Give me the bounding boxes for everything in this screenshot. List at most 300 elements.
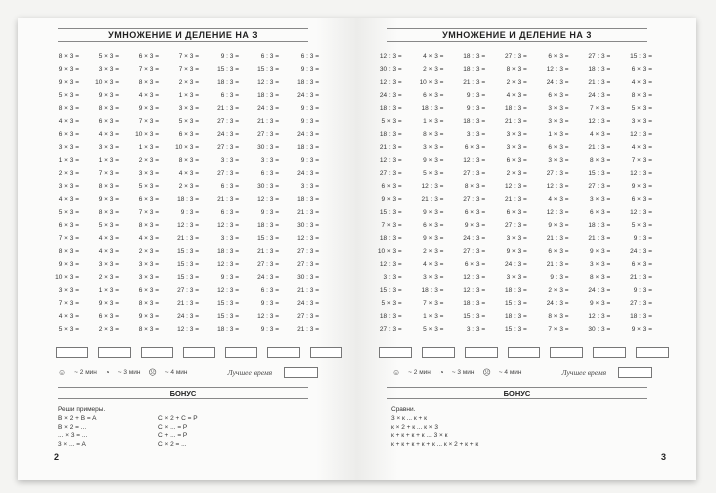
exercise-item[interactable]: 3 × 3 = bbox=[58, 183, 79, 190]
exercise-item[interactable]: 2 × 3 = bbox=[138, 248, 159, 255]
exercise-item[interactable]: 9 × 3 = bbox=[423, 235, 444, 242]
exercise-item[interactable]: 24 : 3 = bbox=[630, 248, 652, 255]
exercise-item[interactable]: 4 × 3 = bbox=[423, 53, 444, 60]
exercise-item[interactable]: 6 × 3 = bbox=[548, 53, 569, 60]
exercise-item[interactable]: 5 × 3 = bbox=[138, 183, 159, 190]
exercise-item[interactable]: 6 × 3 = bbox=[590, 209, 611, 216]
exercise-item[interactable]: 12 : 3 = bbox=[379, 53, 402, 60]
exercise-item[interactable]: 2 × 3 = bbox=[423, 66, 444, 73]
exercise-item[interactable]: 21 : 3 = bbox=[588, 144, 611, 151]
exercise-item[interactable]: 4 × 3 = bbox=[98, 248, 119, 255]
exercise-item[interactable]: 12 : 3 = bbox=[217, 287, 239, 294]
exercise-item[interactable]: 18 : 3 = bbox=[588, 66, 611, 73]
exercise-item[interactable]: 6 × 3 = bbox=[98, 313, 119, 320]
exercise-item[interactable]: 27 : 3 = bbox=[588, 53, 611, 60]
exercise-item[interactable]: 8 × 3 = bbox=[138, 79, 159, 86]
exercise-item[interactable]: 15 : 3 = bbox=[257, 66, 279, 73]
exercise-item[interactable]: 24 : 3 = bbox=[504, 261, 527, 268]
exercise-item[interactable]: 8 × 3 = bbox=[178, 157, 199, 164]
exercise-item[interactable]: 21 : 3 = bbox=[421, 196, 444, 203]
exercise-item[interactable]: 27 : 3 = bbox=[379, 170, 402, 177]
exercise-item[interactable]: 5 × 3 = bbox=[58, 209, 79, 216]
exercise-item[interactable]: 1 × 3 = bbox=[58, 157, 79, 164]
exercise-item[interactable]: 9 × 3 = bbox=[631, 183, 652, 190]
exercise-item[interactable]: 9 : 3 = bbox=[466, 105, 486, 112]
exercise-item[interactable]: 21 : 3 = bbox=[297, 209, 319, 216]
exercise-item[interactable]: 5 × 3 = bbox=[58, 92, 79, 99]
exercise-item[interactable]: 9 : 3 = bbox=[300, 66, 319, 73]
exercise-item[interactable]: 12 : 3 = bbox=[463, 157, 486, 164]
exercise-item[interactable]: 9 : 3 = bbox=[260, 300, 279, 307]
exercise-item[interactable]: 21 : 3 = bbox=[546, 261, 569, 268]
exercise-item[interactable]: 9 : 3 = bbox=[633, 235, 652, 242]
exercise-item[interactable]: 15 : 3 = bbox=[217, 300, 239, 307]
exercise-item[interactable]: 8 × 3 = bbox=[98, 105, 119, 112]
exercise-item[interactable]: 9 × 3 = bbox=[631, 326, 652, 333]
exercise-item[interactable]: 1 × 3 = bbox=[98, 157, 119, 164]
exercise-item[interactable]: 7 × 3 = bbox=[381, 222, 402, 229]
exercise-item[interactable]: 6 × 3 = bbox=[631, 196, 652, 203]
time-box[interactable] bbox=[98, 347, 130, 358]
exercise-item[interactable]: 2 × 3 = bbox=[548, 287, 569, 294]
exercise-item[interactable]: 9 : 3 = bbox=[466, 92, 486, 99]
exercise-item[interactable]: 24 : 3 = bbox=[297, 300, 319, 307]
exercise-item[interactable]: 7 × 3 = bbox=[178, 53, 199, 60]
exercise-item[interactable]: 27 : 3 = bbox=[504, 53, 527, 60]
exercise-item[interactable]: 6 × 3 = bbox=[138, 287, 159, 294]
exercise-item[interactable]: 2 × 3 = bbox=[423, 248, 444, 255]
exercise-item[interactable]: 6 : 3 = bbox=[260, 53, 279, 60]
exercise-item[interactable]: 24 : 3 = bbox=[297, 170, 319, 177]
exercise-item[interactable]: 30 : 3 = bbox=[588, 326, 611, 333]
exercise-item[interactable]: 18 : 3 = bbox=[630, 313, 652, 320]
exercise-item[interactable]: 18 : 3 = bbox=[504, 313, 527, 320]
exercise-item[interactable]: 12 : 3 = bbox=[463, 287, 486, 294]
exercise-item[interactable]: 5 × 3 = bbox=[98, 53, 119, 60]
exercise-item[interactable]: 3 : 3 = bbox=[260, 157, 279, 164]
exercise-item[interactable]: 6 : 3 = bbox=[260, 170, 279, 177]
exercise-item[interactable]: 1 × 3 = bbox=[98, 287, 119, 294]
exercise-item[interactable]: 6 × 3 = bbox=[464, 209, 486, 216]
exercise-item[interactable]: 21 : 3 = bbox=[217, 196, 239, 203]
exercise-item[interactable]: 21 : 3 = bbox=[630, 274, 652, 281]
exercise-item[interactable]: 18 : 3 = bbox=[588, 222, 611, 229]
exercise-item[interactable]: 21 : 3 = bbox=[504, 118, 527, 125]
exercise-item[interactable]: 27 : 3 = bbox=[379, 326, 402, 333]
exercise-item[interactable]: 12 : 3 = bbox=[546, 209, 569, 216]
exercise-item[interactable]: 24 : 3 = bbox=[257, 274, 279, 281]
exercise-item[interactable]: 9 × 3 = bbox=[98, 300, 119, 307]
exercise-item[interactable]: 3 × 3 = bbox=[98, 261, 119, 268]
exercise-item[interactable]: 18 : 3 = bbox=[463, 66, 486, 73]
exercise-item[interactable]: 6 × 3 = bbox=[381, 183, 402, 190]
exercise-item[interactable]: 3 × 3 = bbox=[506, 144, 527, 151]
exercise-item[interactable]: 12 : 3 = bbox=[546, 183, 569, 190]
exercise-item[interactable]: 10 × 3 = bbox=[377, 248, 402, 255]
exercise-item[interactable]: 15 : 3 = bbox=[463, 313, 486, 320]
exercise-item[interactable]: 3 × 3 = bbox=[98, 66, 119, 73]
time-box[interactable] bbox=[422, 347, 455, 358]
exercise-item[interactable]: 3 × 3 = bbox=[138, 261, 159, 268]
exercise-item[interactable]: 18 : 3 = bbox=[217, 326, 239, 333]
exercise-item[interactable]: 9 × 3 = bbox=[506, 248, 527, 255]
exercise-item[interactable]: 4 × 3 = bbox=[631, 144, 652, 151]
exercise-item[interactable]: 10 × 3 = bbox=[95, 79, 119, 86]
exercise-item[interactable]: 15 : 3 = bbox=[177, 261, 199, 268]
exercise-item[interactable]: 3 × 3 = bbox=[548, 118, 569, 125]
exercise-item[interactable]: 21 : 3 = bbox=[546, 235, 569, 242]
exercise-item[interactable]: 18 : 3 = bbox=[379, 235, 402, 242]
exercise-item[interactable]: 2 × 3 = bbox=[58, 170, 79, 177]
exercise-item[interactable]: 18 : 3 = bbox=[217, 248, 239, 255]
best-time-box[interactable] bbox=[618, 367, 652, 378]
exercise-item[interactable]: 21 : 3 = bbox=[297, 287, 319, 294]
exercise-item[interactable]: 6 × 3 = bbox=[548, 92, 569, 99]
exercise-item[interactable]: 6 × 3 = bbox=[58, 131, 79, 138]
exercise-item[interactable]: 12 : 3 = bbox=[257, 196, 279, 203]
exercise-item[interactable]: 24 : 3 = bbox=[463, 235, 486, 242]
exercise-item[interactable]: 7 × 3 = bbox=[590, 105, 611, 112]
exercise-item[interactable]: 27 : 3 = bbox=[177, 287, 199, 294]
exercise-item[interactable]: 8 × 3 = bbox=[464, 183, 486, 190]
time-box[interactable] bbox=[141, 347, 173, 358]
exercise-item[interactable]: 3 : 3 = bbox=[466, 131, 486, 138]
exercise-item[interactable]: 27 : 3 = bbox=[297, 313, 319, 320]
time-box[interactable] bbox=[550, 347, 583, 358]
exercise-item[interactable]: 10 × 3 = bbox=[135, 131, 159, 138]
exercise-item[interactable]: 7 × 3 = bbox=[98, 170, 119, 177]
exercise-item[interactable]: 15 : 3 = bbox=[504, 326, 527, 333]
exercise-item[interactable]: 10 × 3 = bbox=[175, 144, 199, 151]
exercise-item[interactable]: 18 : 3 = bbox=[379, 313, 402, 320]
exercise-item[interactable]: 12 : 3 = bbox=[463, 274, 486, 281]
exercise-item[interactable]: 2 × 3 = bbox=[98, 326, 119, 333]
exercise-item[interactable]: 27 : 3 = bbox=[257, 261, 279, 268]
exercise-item[interactable]: 4 × 3 = bbox=[58, 196, 79, 203]
exercise-item[interactable]: 7 × 3 = bbox=[423, 300, 444, 307]
exercise-item[interactable]: 30 : 3 = bbox=[257, 144, 279, 151]
exercise-item[interactable]: 3 × 3 = bbox=[58, 287, 79, 294]
exercise-item[interactable]: 24 : 3 = bbox=[177, 313, 199, 320]
exercise-item[interactable]: 9 × 3 = bbox=[58, 261, 79, 268]
exercise-item[interactable]: 6 : 3 = bbox=[220, 209, 239, 216]
exercise-item[interactable]: 1 × 3 = bbox=[423, 118, 444, 125]
exercise-item[interactable]: 3 : 3 = bbox=[383, 274, 402, 281]
time-box[interactable] bbox=[183, 347, 215, 358]
exercise-item[interactable]: 12 : 3 = bbox=[504, 183, 527, 190]
exercise-item[interactable]: 21 : 3 = bbox=[257, 248, 279, 255]
exercise-item[interactable]: 6 × 3 = bbox=[506, 209, 527, 216]
exercise-item[interactable]: 2 × 3 = bbox=[506, 79, 527, 86]
exercise-item[interactable]: 9 × 3 = bbox=[590, 248, 611, 255]
exercise-item[interactable]: 27 : 3 = bbox=[297, 261, 319, 268]
time-box[interactable] bbox=[508, 347, 541, 358]
exercise-item[interactable]: 8 × 3 = bbox=[138, 222, 159, 229]
exercise-item[interactable]: 12 : 3 = bbox=[297, 235, 319, 242]
time-box[interactable] bbox=[56, 347, 88, 358]
exercise-item[interactable]: 27 : 3 = bbox=[588, 183, 611, 190]
exercise-item[interactable]: 21 : 3 = bbox=[177, 300, 199, 307]
exercise-item[interactable]: 3 × 3 = bbox=[178, 105, 199, 112]
exercise-item[interactable]: 5 × 3 = bbox=[423, 326, 444, 333]
exercise-item[interactable]: 12 : 3 = bbox=[630, 170, 652, 177]
exercise-item[interactable]: 6 × 3 = bbox=[464, 144, 486, 151]
exercise-item[interactable]: 24 : 3 = bbox=[546, 79, 569, 86]
exercise-item[interactable]: 3 × 3 = bbox=[590, 261, 611, 268]
exercise-item[interactable]: 24 : 3 = bbox=[297, 92, 319, 99]
exercise-item[interactable]: 4 × 3 = bbox=[138, 92, 159, 99]
exercise-item[interactable]: 30 : 3 = bbox=[257, 183, 279, 190]
exercise-item[interactable]: 15 : 3 = bbox=[177, 248, 199, 255]
exercise-item[interactable]: 4 × 3 = bbox=[506, 92, 527, 99]
exercise-item[interactable]: 3 × 3 = bbox=[423, 274, 444, 281]
exercise-item[interactable]: 7 × 3 = bbox=[58, 235, 79, 242]
exercise-item[interactable]: 12 : 3 = bbox=[421, 183, 444, 190]
exercise-item[interactable]: 3 : 3 = bbox=[220, 157, 239, 164]
exercise-item[interactable]: 18 : 3 = bbox=[379, 131, 402, 138]
exercise-item[interactable]: 3 : 3 = bbox=[220, 235, 239, 242]
exercise-item[interactable]: 9 : 3 = bbox=[300, 118, 319, 125]
time-box[interactable] bbox=[636, 347, 669, 358]
exercise-item[interactable]: 3 × 3 = bbox=[138, 274, 159, 281]
exercise-item[interactable]: 27 : 3 = bbox=[546, 170, 569, 177]
exercise-item[interactable]: 24 : 3 = bbox=[379, 92, 402, 99]
exercise-item[interactable]: 8 × 3 = bbox=[590, 274, 611, 281]
exercise-item[interactable]: 7 × 3 = bbox=[138, 209, 159, 216]
exercise-item[interactable]: 15 : 3 = bbox=[504, 300, 527, 307]
exercise-item[interactable]: 1 × 3 = bbox=[138, 144, 159, 151]
exercise-item[interactable]: 18 : 3 = bbox=[217, 79, 239, 86]
exercise-item[interactable]: 3 × 3 = bbox=[423, 144, 444, 151]
exercise-item[interactable]: 30 : 3 = bbox=[297, 222, 319, 229]
exercise-item[interactable]: 27 : 3 = bbox=[217, 118, 239, 125]
exercise-item[interactable]: 9 × 3 = bbox=[58, 79, 79, 86]
exercise-item[interactable]: 8 × 3 = bbox=[98, 209, 119, 216]
exercise-item[interactable]: 6 × 3 = bbox=[423, 222, 444, 229]
exercise-item[interactable]: 6 × 3 = bbox=[98, 118, 119, 125]
exercise-item[interactable]: 18 : 3 = bbox=[379, 105, 402, 112]
exercise-item[interactable]: 4 × 3 = bbox=[590, 131, 611, 138]
time-box[interactable] bbox=[310, 347, 342, 358]
exercise-item[interactable]: 9 × 3 = bbox=[58, 66, 79, 73]
exercise-item[interactable]: 1 × 3 = bbox=[548, 131, 569, 138]
exercise-item[interactable]: 5 × 3 = bbox=[58, 326, 79, 333]
exercise-item[interactable]: 21 : 3 = bbox=[379, 144, 402, 151]
time-box[interactable] bbox=[379, 347, 412, 358]
exercise-item[interactable]: 27 : 3 = bbox=[463, 196, 486, 203]
exercise-item[interactable]: 8 × 3 = bbox=[98, 183, 119, 190]
exercise-item[interactable]: 18 : 3 = bbox=[504, 287, 527, 294]
exercise-item[interactable]: 2 × 3 = bbox=[506, 170, 527, 177]
exercise-item[interactable]: 3 × 3 = bbox=[506, 274, 527, 281]
exercise-item[interactable]: 4 × 3 = bbox=[138, 235, 159, 242]
exercise-item[interactable]: 27 : 3 = bbox=[463, 248, 486, 255]
exercise-item[interactable]: 6 × 3 = bbox=[631, 261, 652, 268]
exercise-item[interactable]: 4 × 3 = bbox=[423, 261, 444, 268]
exercise-item[interactable]: 21 : 3 = bbox=[588, 235, 611, 242]
exercise-item[interactable]: 9 : 3 = bbox=[633, 287, 652, 294]
exercise-item[interactable]: 8 × 3 = bbox=[631, 92, 652, 99]
exercise-item[interactable]: 3 × 3 = bbox=[590, 196, 611, 203]
exercise-item[interactable]: 21 : 3 = bbox=[257, 118, 279, 125]
exercise-item[interactable]: 3 : 3 = bbox=[466, 326, 486, 333]
exercise-item[interactable]: 5 × 3 = bbox=[423, 170, 444, 177]
exercise-item[interactable]: 4 × 3 = bbox=[631, 79, 652, 86]
exercise-item[interactable]: 7 × 3 = bbox=[58, 300, 79, 307]
exercise-item[interactable]: 21 : 3 = bbox=[504, 196, 527, 203]
exercise-item[interactable]: 18 : 3 = bbox=[463, 300, 486, 307]
exercise-item[interactable]: 24 : 3 = bbox=[257, 105, 279, 112]
exercise-item[interactable]: 21 : 3 = bbox=[177, 235, 199, 242]
exercise-item[interactable]: 18 : 3 = bbox=[257, 222, 279, 229]
exercise-item[interactable]: 6 × 3 = bbox=[548, 248, 569, 255]
exercise-item[interactable]: 12 : 3 = bbox=[379, 79, 402, 86]
exercise-item[interactable]: 6 : 3 = bbox=[220, 92, 239, 99]
exercise-item[interactable]: 4 × 3 = bbox=[58, 313, 79, 320]
exercise-item[interactable]: 4 × 3 = bbox=[548, 196, 569, 203]
exercise-item[interactable]: 2 × 3 = bbox=[138, 157, 159, 164]
exercise-item[interactable]: 8 × 3 = bbox=[58, 248, 79, 255]
exercise-item[interactable]: 24 : 3 = bbox=[546, 300, 569, 307]
exercise-item[interactable]: 27 : 3 = bbox=[504, 222, 527, 229]
exercise-item[interactable]: 6 × 3 = bbox=[138, 196, 159, 203]
exercise-item[interactable]: 12 : 3 = bbox=[588, 118, 611, 125]
exercise-item[interactable]: 5 × 3 = bbox=[631, 105, 652, 112]
exercise-item[interactable]: 12 : 3 = bbox=[217, 261, 239, 268]
exercise-item[interactable]: 9 : 3 = bbox=[260, 326, 279, 333]
exercise-item[interactable]: 21 : 3 = bbox=[463, 79, 486, 86]
time-box[interactable] bbox=[267, 347, 299, 358]
exercise-item[interactable]: 24 : 3 = bbox=[588, 92, 611, 99]
exercise-item[interactable]: 9 × 3 = bbox=[98, 92, 119, 99]
exercise-item[interactable]: 3 × 3 = bbox=[548, 157, 569, 164]
exercise-item[interactable]: 9 × 3 = bbox=[423, 209, 444, 216]
exercise-item[interactable]: 12 : 3 = bbox=[588, 313, 611, 320]
exercise-item[interactable]: 18 : 3 = bbox=[297, 144, 319, 151]
exercise-item[interactable]: 2 × 3 = bbox=[178, 183, 199, 190]
exercise-item[interactable]: 10 × 3 = bbox=[419, 79, 444, 86]
exercise-item[interactable]: 27 : 3 = bbox=[217, 170, 239, 177]
exercise-item[interactable]: 7 × 3 = bbox=[138, 118, 159, 125]
exercise-item[interactable]: 2 × 3 = bbox=[98, 274, 119, 281]
exercise-item[interactable]: 24 : 3 = bbox=[217, 131, 239, 138]
exercise-item[interactable]: 9 : 3 = bbox=[220, 274, 239, 281]
exercise-item[interactable]: 8 × 3 = bbox=[138, 326, 159, 333]
exercise-item[interactable]: 9 : 3 = bbox=[180, 209, 199, 216]
exercise-item[interactable]: 18 : 3 = bbox=[297, 196, 319, 203]
exercise-item[interactable]: 9 : 3 = bbox=[550, 274, 569, 281]
exercise-item[interactable]: 3 : 3 = bbox=[300, 183, 319, 190]
exercise-item[interactable]: 18 : 3 = bbox=[297, 79, 319, 86]
exercise-item[interactable]: 30 : 3 = bbox=[379, 66, 402, 73]
exercise-item[interactable]: 7 × 3 = bbox=[631, 157, 652, 164]
exercise-item[interactable]: 7 × 3 = bbox=[138, 66, 159, 73]
exercise-item[interactable]: 6 × 3 = bbox=[58, 222, 79, 229]
exercise-item[interactable]: 8 × 3 = bbox=[423, 131, 444, 138]
exercise-item[interactable]: 10 × 3 = bbox=[55, 274, 79, 281]
exercise-item[interactable]: 4 × 3 = bbox=[178, 170, 199, 177]
exercise-item[interactable]: 6 : 3 = bbox=[260, 287, 279, 294]
exercise-item[interactable]: 6 : 3 = bbox=[220, 183, 239, 190]
exercise-item[interactable]: 15 : 3 = bbox=[217, 313, 239, 320]
exercise-item[interactable]: 18 : 3 = bbox=[257, 92, 279, 99]
exercise-item[interactable]: 3 × 3 = bbox=[631, 118, 652, 125]
exercise-item[interactable]: 15 : 3 = bbox=[257, 235, 279, 242]
exercise-item[interactable]: 12 : 3 = bbox=[379, 261, 402, 268]
exercise-item[interactable]: 8 × 3 = bbox=[138, 300, 159, 307]
exercise-item[interactable]: 9 × 3 = bbox=[138, 313, 159, 320]
exercise-item[interactable]: 6 : 3 = bbox=[300, 53, 319, 60]
exercise-item[interactable]: 27 : 3 = bbox=[630, 300, 652, 307]
exercise-item[interactable]: 18 : 3 = bbox=[177, 196, 199, 203]
exercise-item[interactable]: 18 : 3 = bbox=[421, 105, 444, 112]
exercise-item[interactable]: 3 × 3 = bbox=[548, 105, 569, 112]
exercise-item[interactable]: 5 × 3 = bbox=[178, 118, 199, 125]
exercise-item[interactable]: 5 × 3 = bbox=[381, 118, 402, 125]
time-box[interactable] bbox=[465, 347, 498, 358]
exercise-item[interactable]: 12 : 3 = bbox=[379, 157, 402, 164]
exercise-item[interactable]: 15 : 3 = bbox=[379, 209, 402, 216]
exercise-item[interactable]: 3 × 3 = bbox=[58, 144, 79, 151]
exercise-item[interactable]: 9 : 3 = bbox=[300, 157, 319, 164]
exercise-item[interactable]: 7 × 3 = bbox=[178, 66, 199, 73]
exercise-item[interactable]: 24 : 3 = bbox=[588, 287, 611, 294]
exercise-item[interactable]: 12 : 3 = bbox=[177, 326, 199, 333]
exercise-item[interactable]: 8 × 3 = bbox=[58, 105, 79, 112]
exercise-item[interactable]: 9 × 3 = bbox=[464, 222, 486, 229]
exercise-item[interactable]: 6 × 3 = bbox=[178, 131, 199, 138]
exercise-item[interactable]: 24 : 3 = bbox=[297, 131, 319, 138]
exercise-item[interactable]: 8 × 3 = bbox=[58, 53, 79, 60]
exercise-item[interactable]: 9 × 3 = bbox=[98, 196, 119, 203]
exercise-item[interactable]: 4 × 3 = bbox=[98, 131, 119, 138]
exercise-item[interactable]: 5 × 3 = bbox=[381, 300, 402, 307]
exercise-item[interactable]: 4 × 3 = bbox=[98, 235, 119, 242]
exercise-item[interactable]: 12 : 3 = bbox=[257, 313, 279, 320]
exercise-item[interactable]: 9 × 3 = bbox=[381, 196, 402, 203]
exercise-item[interactable]: 3 × 3 = bbox=[506, 131, 527, 138]
exercise-item[interactable]: 3 × 3 = bbox=[98, 144, 119, 151]
exercise-item[interactable]: 30 : 3 = bbox=[297, 274, 319, 281]
exercise-item[interactable]: 5 × 3 = bbox=[631, 222, 652, 229]
exercise-item[interactable]: 15 : 3 = bbox=[588, 170, 611, 177]
exercise-item[interactable]: 12 : 3 = bbox=[217, 222, 239, 229]
exercise-item[interactable]: 18 : 3 = bbox=[421, 287, 444, 294]
exercise-item[interactable]: 3 × 3 = bbox=[506, 235, 527, 242]
exercise-item[interactable]: 6 × 3 = bbox=[631, 66, 652, 73]
exercise-item[interactable]: 12 : 3 = bbox=[630, 209, 652, 216]
exercise-item[interactable]: 21 : 3 = bbox=[217, 105, 239, 112]
exercise-item[interactable]: 1 × 3 = bbox=[178, 92, 199, 99]
exercise-item[interactable]: 9 × 3 = bbox=[138, 105, 159, 112]
time-box[interactable] bbox=[225, 347, 257, 358]
exercise-item[interactable]: 8 × 3 = bbox=[548, 313, 569, 320]
exercise-item[interactable]: 9 : 3 = bbox=[260, 209, 279, 216]
exercise-item[interactable]: 6 × 3 = bbox=[464, 261, 486, 268]
exercise-item[interactable]: 9 × 3 = bbox=[548, 222, 569, 229]
exercise-item[interactable]: 18 : 3 = bbox=[504, 105, 527, 112]
exercise-item[interactable]: 27 : 3 = bbox=[257, 131, 279, 138]
exercise-item[interactable]: 9 : 3 = bbox=[220, 53, 239, 60]
exercise-item[interactable]: 9 × 3 = bbox=[590, 300, 611, 307]
exercise-item[interactable]: 6 × 3 = bbox=[138, 53, 159, 60]
exercise-item[interactable]: 4 × 3 = bbox=[58, 118, 79, 125]
exercise-item[interactable]: 27 : 3 = bbox=[217, 144, 239, 151]
exercise-item[interactable]: 9 : 3 = bbox=[300, 105, 319, 112]
exercise-item[interactable]: 5 × 3 = bbox=[98, 222, 119, 229]
exercise-item[interactable]: 18 : 3 = bbox=[463, 53, 486, 60]
exercise-item[interactable]: 2 × 3 = bbox=[178, 79, 199, 86]
